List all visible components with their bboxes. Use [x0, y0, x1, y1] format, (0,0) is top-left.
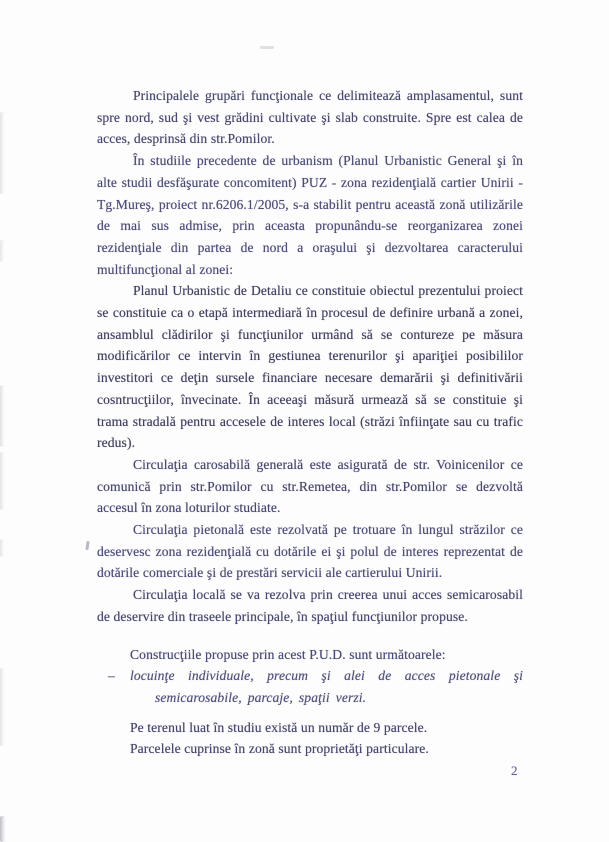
closing-lines: [97, 717, 523, 760]
paragraph-road-circulation: Circulaţia carosabilă generală este asigurată de str. Voinicenilor ce comunică prin str.Pomilor cu str.Remetea, din str.Pomilor se dezvoltă accesul în zona loturilor studiate.: [97, 456, 523, 516]
paragraph-local-circulation: Circulaţia locală se va rezolva prin creerea unui acces semicarosabil de deservire din traseele principale, în spaţiul funcţiunilor propuse.: [97, 587, 523, 624]
scan-streak-left-7: [0, 816, 6, 842]
scan-streak-left-2: [0, 240, 5, 262]
scan-streak-left-5: [0, 539, 5, 557]
bullet-dash-marker: –: [108, 668, 115, 684]
paragraph-pedestrian-circulation: Circulaţia pietonală este rezolvată pe trotuare în lungul străzilor ce deservesc zona rezidenţială cu dotările ei şi polul de interes reprezentat de dotările comerciale şi de prestări servicii ale cartierului Unirii.: [97, 522, 523, 581]
bullet-item-text: locuinţe individuale, precum şi alei de acces pietonale şi semicarosabile, parcaje, spaţii verzi.: [130, 668, 523, 705]
closing-line-parcels-ownership: Parcelele cuprinse în zonă sunt proprietăţi particulare.: [130, 741, 429, 757]
closing-line-parcels-count: Pe terenul luat în studiu există un număr de 9 parcele.: [130, 719, 428, 735]
scan-streak-left-6: [0, 668, 5, 746]
scan-streak-left-1: [0, 112, 5, 194]
paragraph-previous-studies: În studiile precedente de urbanism (Planul Urbanistic General şi în alte studii desfăşurate concomitent) PUZ - zona rezidenţială cartier Unirii - Tg.Mureş, proiect nr.6206.1/2005, s-a stabilit pentru această zonă utilizările de mai sus admise, prin aceasta propunându-se reorganizarea zonei rezidenţiale din partea de nord a oraşului şi dezvoltarea caracterului multifuncţional al zonei:: [97, 153, 523, 277]
scan-tick-mark: [85, 541, 89, 550]
paragraph-pud-object: Planul Urbanistic de Detaliu ce constituie obiectul prezentului proiect se constituie ca o etapă intermediară în procesul de definire urbană a zonei, ansamblul clădirilor şi funcţiunilor urmând să se contureze pe măsura modificărilor ce intervin în gestiunea terenurilor şi apariţiei posibililor investitori ce deţin sursele financiare necesare demarării şi definitivării cosntrucţiilor, învecinate. În aceeaşi măsură urmează să se constituie şi trama stradală pentru accesele de interes local (străzi înfiinţate sau cu trafic redus).: [97, 283, 523, 451]
page-number: 2: [511, 763, 518, 778]
paragraph-site-boundaries: Principalele grupări funcţionale ce delimitează amplasamentul, sunt spre nord, sud şi vest grădini cultivate şi slab construite. Spre est calea de acces, desprinsă din str.Pomilor.: [97, 88, 523, 147]
constructions-intro: Construcţiile propuse prin acest P.U.D. sunt următoarele:: [130, 646, 446, 662]
scan-streak-left-3: [0, 385, 5, 447]
scan-smudge-top: [260, 46, 274, 49]
document-body-text: [97, 85, 523, 760]
bullet-list-item: [97, 665, 523, 708]
scan-streak-left-4: [0, 452, 5, 510]
